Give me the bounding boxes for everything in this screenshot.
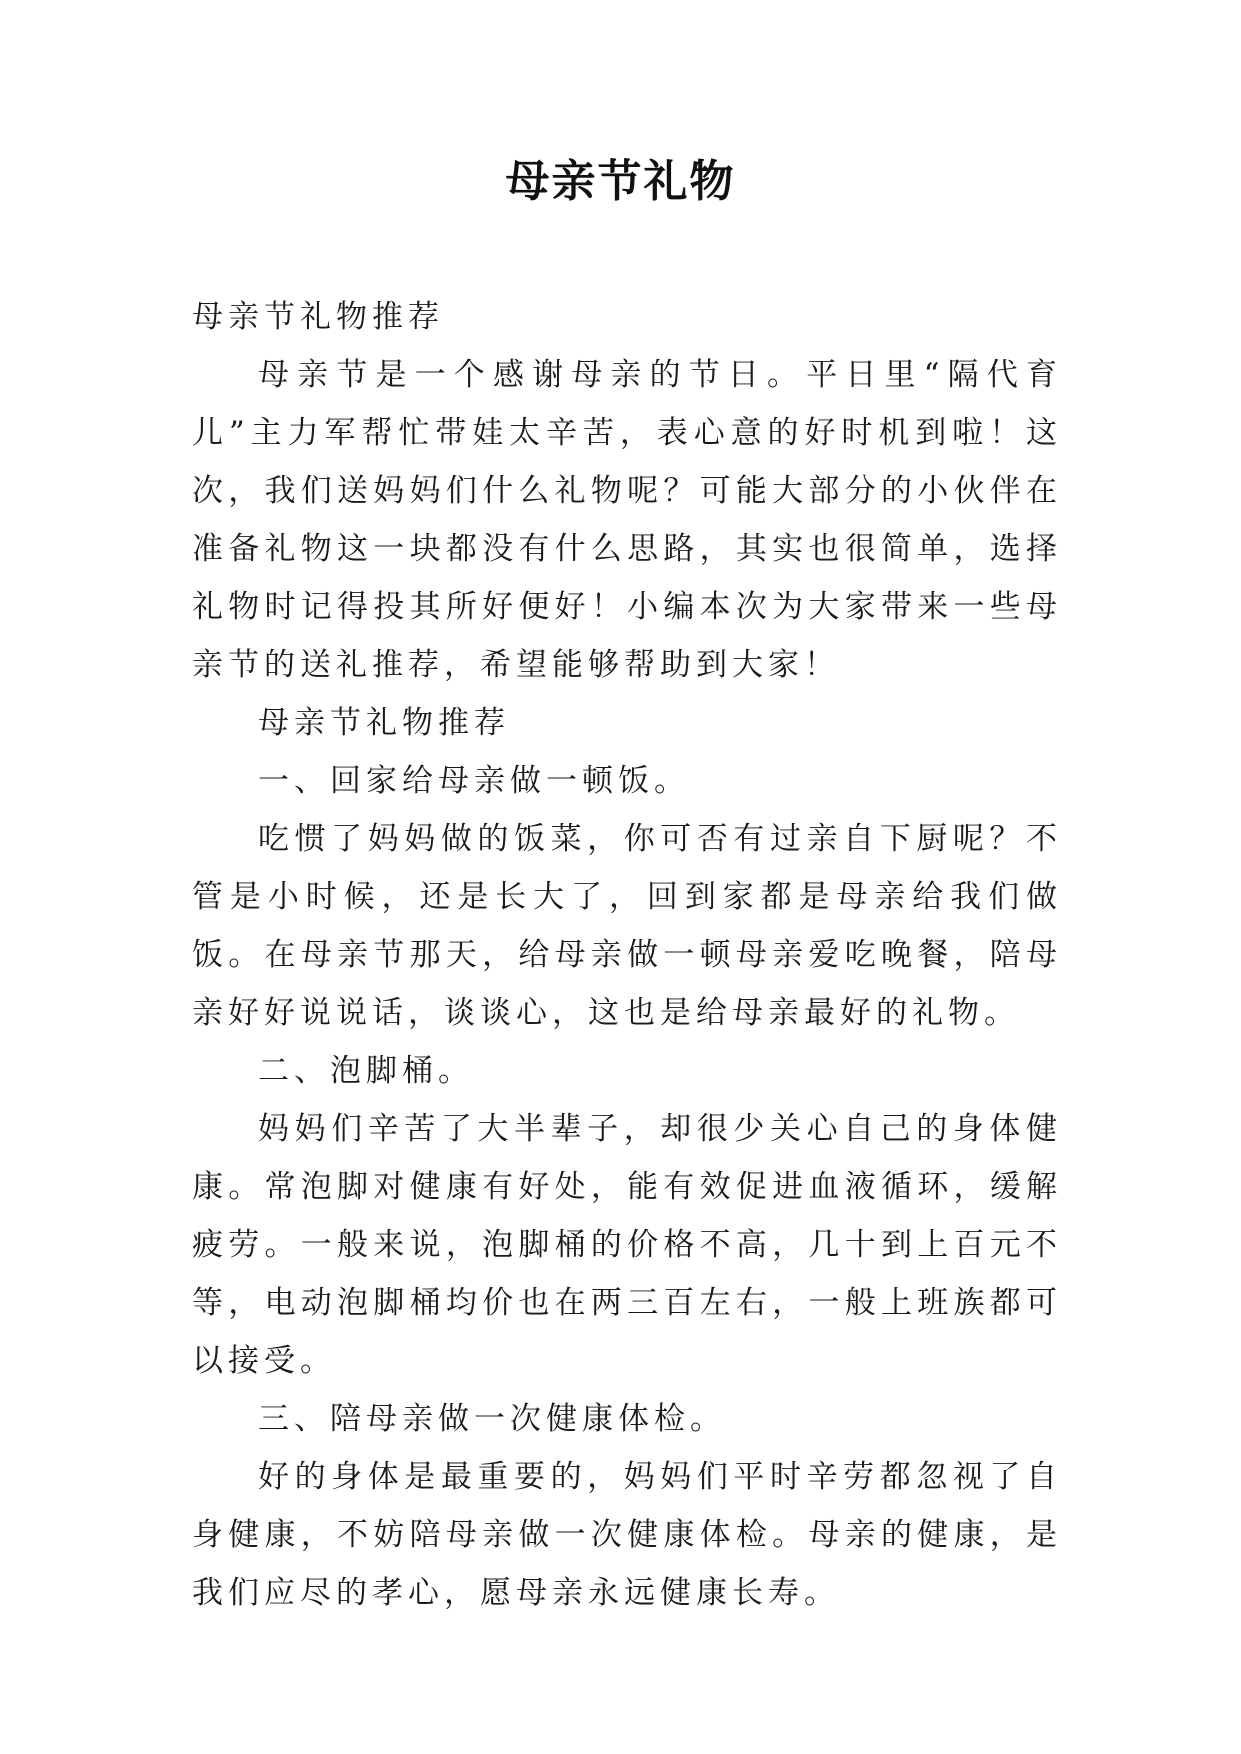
document-title: 母亲节礼物 [505,156,736,207]
item-heading-health-check: 三、陪母亲做一次健康体检。 [258,1401,726,1437]
item-heading-foot-bath: 二、泡脚桶。 [258,1053,474,1089]
subheading-recommendation: 母亲节礼物推荐 [258,705,510,741]
item-paragraph-foot-bath: 妈妈们辛苦了大半辈子，却很少关心自己的身体健康。常泡脚对健康有好处，能有效促进血液循环，缓解疲劳。一般来说，泡脚桶的价格不高，几十到上百元不等，电动泡脚桶均价也在两三百左右，一般上班族都可以接受。 [192,1111,1062,1379]
intro-paragraph: 母亲节是一个感谢母亲的节日。平日里“隔代育儿”主力军帮忙带娃太辛苦，表心意的好时机到啦！这次，我们送妈妈们什么礼物呢？可能大部分的小伙伴在准备礼物这一块都没有什么思路，其实也很简单，选择礼物时记得投其所好便好！小编本次为大家带来一些母亲节的送礼推荐，希望能够帮助到大家！ [192,357,1062,683]
item-paragraph-cook-meal: 吃惯了妈妈做的饭菜，你可否有过亲自下厨呢？不管是小时候，还是长大了，回到家都是母亲给我们做饭。在母亲节那天，给母亲做一顿母亲爱吃晚餐，陪母亲好好说说话，谈谈心，这也是给母亲最好的礼物。 [192,821,1062,1031]
section-heading-recommendation: 母亲节礼物推荐 [192,299,444,335]
item-heading-cook-meal: 一、回家给母亲做一顿饭。 [258,763,690,799]
item-paragraph-health-check: 好的身体是最重要的，妈妈们平时辛劳都忽视了自身健康，不妨陪母亲做一次健康体检。母亲的健康，是我们应尽的孝心，愿母亲永远健康长寿。 [192,1459,1062,1611]
document-body [192,288,1062,1622]
